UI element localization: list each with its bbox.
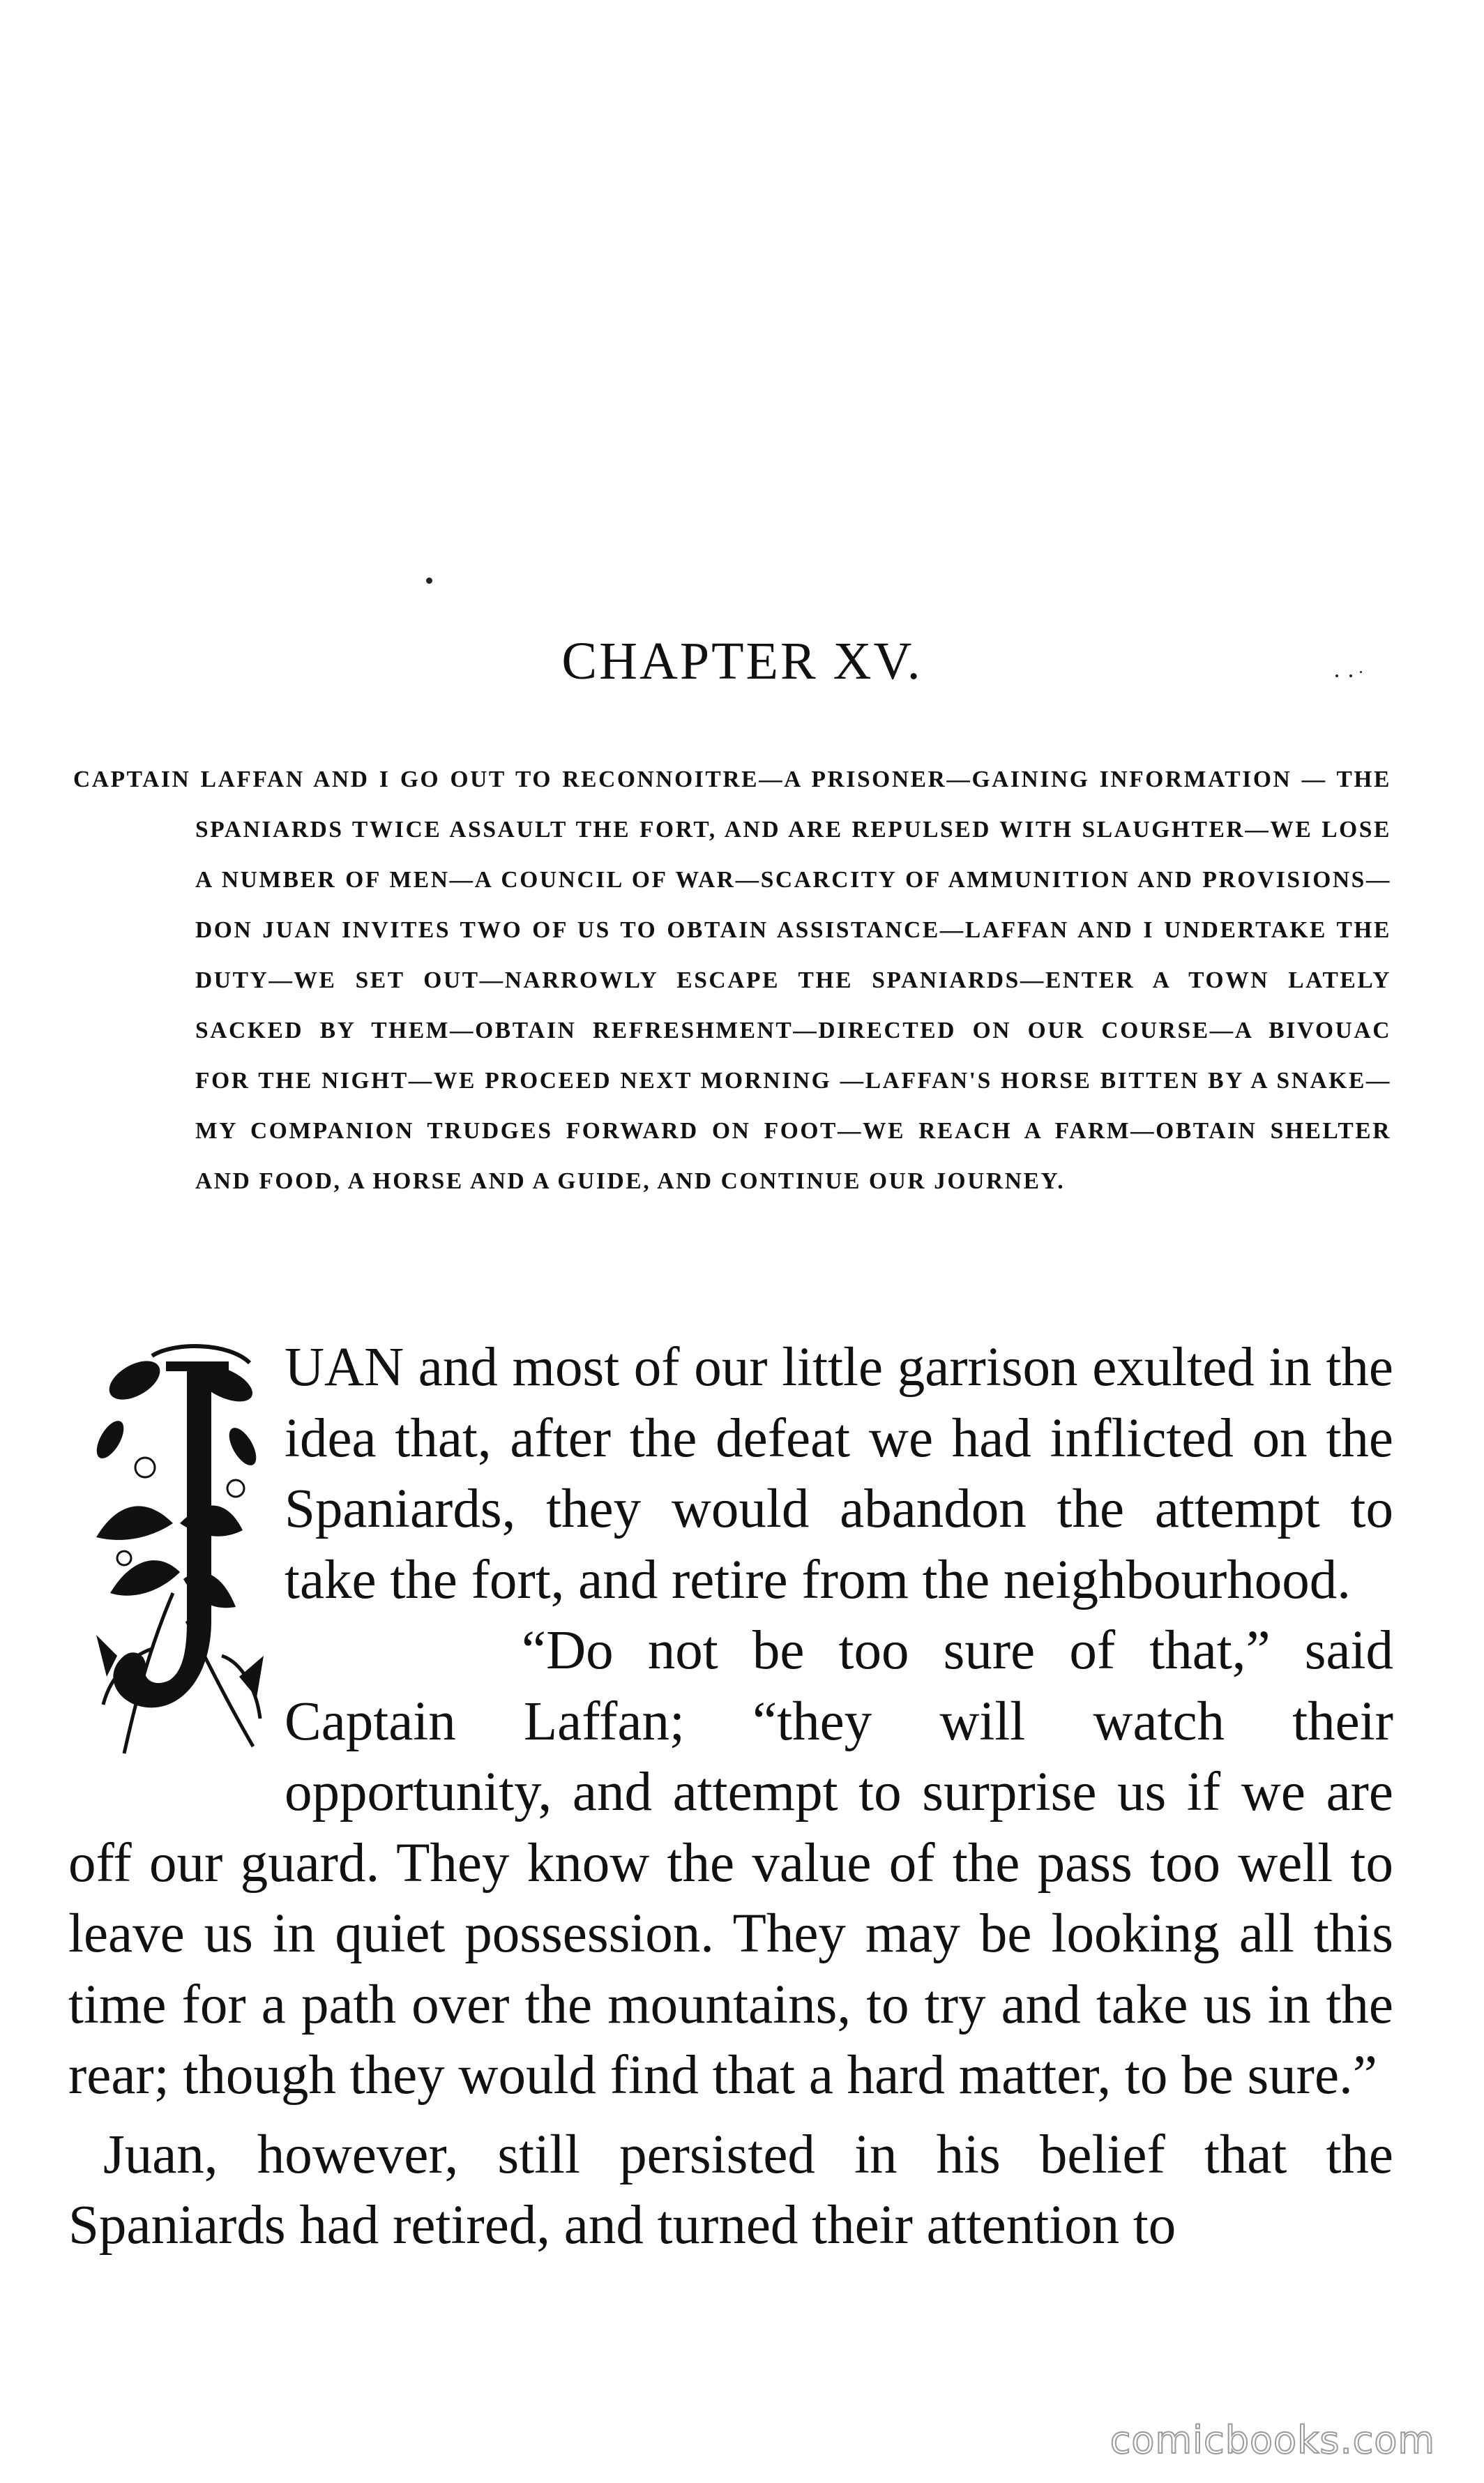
ornamental-drop-cap-icon [68,1328,278,1760]
paragraph-1: UAN and most of our little garrison exulted in the idea that, after the defeat we had inflicted on the Spaniards, they would abandon the attempt to take the fort, and retire from the neighbourhood. [285,1337,1393,1610]
ink-speck [426,578,432,584]
paragraph-2: “Do not be too sure of that,” said Captain Laffan; “they will watch their opportunity, and attempt to surprise us if we are off our guard. They know the value of the pass too well to leave us in quiet possession. They may be looking all this time for a path over the mountains, to try and take us in the rear; though they would find that a hard matter, to be sure.” [68,1620,1393,2106]
chapter-title: CHAPTER XV. [561,632,923,690]
drop-cap [68,1328,278,1760]
watermark: comicbooks.com [1110,2418,1435,2462]
synopsis-text: CAPTAIN LAFFAN AND I GO OUT TO RECONNOITRE—A PRISONER—GAINING INFORMATION — THE SPANIARDS TWICE ASSAULT THE FORT, AND ARE REPULSED WITH SLAUGHTER—WE LOSE A NUMBER OF MEN—A COUNCIL OF WAR—SCARCITY OF AMMUNITION AND PROVISIONS—DON JUAN INVITES TWO OF US TO OBTAIN ASSISTANCE—LAFFAN AND I UNDERTAKE THE DUTY—WE SET OUT—NARROWLY ESCAPE THE SPANIARDS—ENTER A TOWN LATELY SACKED BY THEM—OBTAIN REFRESHMENT—DIRECTED ON OUR COURSE—A BIVOUAC FOR THE NIGHT—WE PROCEED NEXT MORNING —LAFFAN'S HORSE BITTEN BY A SNAKE—MY COMPANION TRUDGES FORWARD ON FOOT—WE REACH A FARM—OBTAIN SHELTER AND FOOD, A HORSE AND A GUIDE, AND CONTINUE OUR JOURNEY. [73,767,1391,1194]
chapter-body [68,1332,1393,2261]
paragraph-3: Juan, however, still persisted in his belief that the Spaniards had retired, and turned their attention to [68,2124,1393,2256]
chapter-synopsis [73,755,1391,1207]
